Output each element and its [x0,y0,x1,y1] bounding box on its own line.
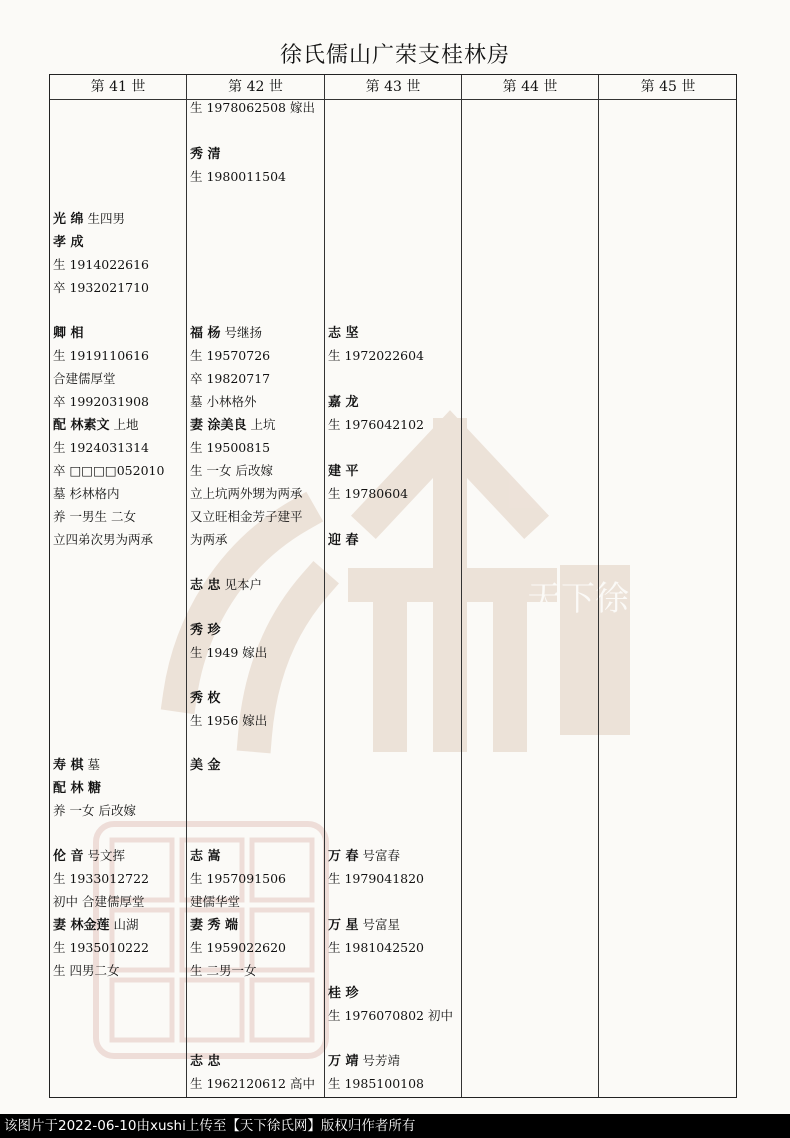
entry-text: 生 19570726 [190,348,271,363]
entry-detail [53,370,116,388]
entry-detail [53,802,136,820]
column-divider [324,75,325,1097]
entry-text: 生 1914022616 [53,257,150,272]
entry-text: 生四男 [83,211,126,226]
entry-detail [53,962,119,980]
person-entry [328,847,400,866]
entry-detail [328,485,408,503]
person-entry [53,756,100,775]
entry-detail [190,393,256,411]
entry-text: 生 1976070802 初中 [328,1008,453,1023]
person-entry [190,847,221,866]
entry-text: 生 1956 嫁出 [190,713,268,728]
person-name: 妻 林金莲 [53,918,110,933]
entry-text: 生 1933012722 [53,871,150,886]
person-name: 秀 珍 [190,623,221,638]
entry-detail [190,508,303,526]
entry-text: 生 1957091506 [190,871,287,886]
person-entry [190,1052,221,1071]
entry-text: 卒 19820717 [190,371,271,386]
entry-detail [328,1007,453,1025]
entry-detail [53,939,149,957]
entry-detail [53,393,149,411]
person-entry [190,916,238,935]
header-divider [50,99,736,100]
person-entry [190,145,221,164]
person-name: 配 林素文 [53,418,110,433]
person-entry [53,210,125,229]
entry-detail [53,279,149,297]
person-name: 桂 珍 [328,986,359,1001]
person-entry [190,756,221,775]
entry-text: 号富星 [358,917,401,932]
person-name: 万 春 [328,849,359,864]
entry-detail [328,870,424,888]
entry-detail [190,99,315,117]
entry-text: 号继扬 [220,325,263,340]
person-entry [328,916,400,935]
entry-detail [53,485,119,503]
entry-text: 生 1976042102 [328,417,425,432]
person-entry [53,779,101,798]
entry-detail [190,370,270,388]
person-name: 光 绵 [53,212,84,227]
person-name: 嘉 龙 [328,395,359,410]
entry-detail [190,939,286,957]
entry-text: 生 1959022620 [190,940,287,955]
entry-detail [53,256,149,274]
person-entry [190,689,221,708]
entry-detail [328,939,424,957]
entry-detail [53,870,149,888]
person-name: 妻 涂美良 [190,418,247,433]
person-name: 建 平 [328,464,359,479]
entry-text: 卒 □□□□052010 [53,463,165,478]
person-entry [328,1052,400,1071]
entry-text: 号富春 [358,848,401,863]
person-entry [328,462,359,481]
entry-detail [53,439,149,457]
entry-text: 生 1935010222 [53,940,150,955]
entry-text: 生 一女 后改嫁 [190,463,273,478]
person-name: 万 星 [328,918,359,933]
entry-text: 墓 小林格外 [190,394,257,409]
entry-text: 生 1972022604 [328,348,425,363]
entry-text: 生 1962120612 高中 [190,1076,315,1091]
column-divider [186,75,187,1097]
person-entry [328,324,359,343]
person-entry [53,324,84,343]
entry-text: 生 1985100108 [328,1076,425,1091]
entry-detail [190,168,286,186]
entry-detail [53,893,144,911]
person-name: 伦 音 [53,849,84,864]
person-entry [53,233,84,252]
entry-text: 生 19500815 [190,440,271,455]
entry-detail [190,962,256,980]
person-name: 志 忠 [190,578,221,593]
column-divider [461,75,462,1097]
header-gen-44: 第 44 世 [502,79,558,95]
entry-text: 生 1981042520 [328,940,425,955]
entry-text: 生 四男二女 [53,963,120,978]
person-name: 秀 枚 [190,691,221,706]
entry-text: 又立旺相金芳子建平 [190,509,303,524]
column-divider [598,75,599,1097]
header-gen-42: 第 42 世 [228,79,283,95]
entry-text: 见本户 [220,577,263,592]
entry-detail [328,1075,424,1093]
entry-text: 立四弟次男为两承 [53,532,154,547]
watermark-text: 天下徐氏 [527,579,663,619]
entry-text: 生 1978062508 嫁出 [190,100,315,115]
entry-text: 上地 [109,417,139,432]
person-name: 孝 成 [53,235,84,250]
entry-text: 墓 [83,757,101,772]
entry-detail [328,347,424,365]
person-name: 万 靖 [328,1054,359,1069]
person-name: 卿 相 [53,326,84,341]
person-name: 志 忠 [190,1054,221,1069]
person-name: 妻 秀 端 [190,918,239,933]
person-name: 志 坚 [328,326,359,341]
genealogy-table [49,74,737,1098]
entry-detail [190,893,240,911]
entry-text: 卒 1992031908 [53,394,150,409]
person-entry [53,416,139,435]
entry-text: 生 19780604 [328,486,409,501]
entry-text: 立上坑两外甥为两承 [190,486,303,501]
entry-text: 上坑 [246,417,276,432]
entry-detail [190,870,286,888]
person-entry [190,416,276,435]
entry-text: 为两承 [190,532,228,547]
entry-text: 建儒华堂 [190,894,241,909]
entry-detail [190,462,273,480]
entry-detail [190,1075,315,1093]
entry-detail [190,712,267,730]
person-name: 秀 清 [190,147,221,162]
person-entry [53,916,139,935]
entry-text: 号芳靖 [358,1053,401,1068]
entry-detail [328,416,424,434]
person-entry [190,621,221,640]
person-name: 配 林 糖 [53,781,102,796]
entry-text: 生 1919110616 [53,348,150,363]
entry-text: 生 1949 嫁出 [190,645,268,660]
entry-text: 初中 合建儒厚堂 [53,894,145,909]
entry-text: 号文挥 [83,848,126,863]
entry-text: 养 一男生 二女 [53,509,136,524]
entry-text: 养 一女 后改嫁 [53,803,136,818]
entry-text: 墓 杉林格内 [53,486,120,501]
upload-notice-bar: 该图片于2022-06-10由xushi上传至【天下徐氏网】版权归作者所有 [0,1114,790,1138]
entry-detail [190,485,303,503]
header-gen-45: 第 45 世 [640,79,696,95]
entry-text: 山湖 [109,917,139,932]
person-name: 迎 春 [328,533,359,548]
entry-text: 卒 1932021710 [53,280,150,295]
entry-detail [190,439,270,457]
entry-text: 生 1979041820 [328,871,425,886]
entry-detail [190,644,267,662]
entry-text: 生 1980011504 [190,169,287,184]
person-name: 志 嵩 [190,849,221,864]
entry-detail [53,462,164,480]
entry-detail [53,347,149,365]
person-entry [328,393,359,412]
entry-detail [190,531,228,549]
person-entry [328,984,359,1003]
header-gen-41: 第 41 世 [90,79,146,95]
person-name: 寿 棋 [53,758,84,773]
person-entry [53,847,125,866]
entry-text: 生 二男一女 [190,963,257,978]
person-entry [190,324,262,343]
person-entry [190,576,262,595]
entry-text: 生 1924031314 [53,440,150,455]
header-gen-43: 第 43 世 [365,79,421,95]
page-title: 徐氏儒山广荣支桂林房 [279,43,510,68]
person-entry [328,531,359,550]
person-name: 美 金 [190,758,221,773]
entry-detail [53,508,136,526]
entry-detail [190,347,270,365]
person-name: 福 杨 [190,326,221,341]
entry-detail [53,531,153,549]
entry-text: 合建儒厚堂 [53,371,116,386]
